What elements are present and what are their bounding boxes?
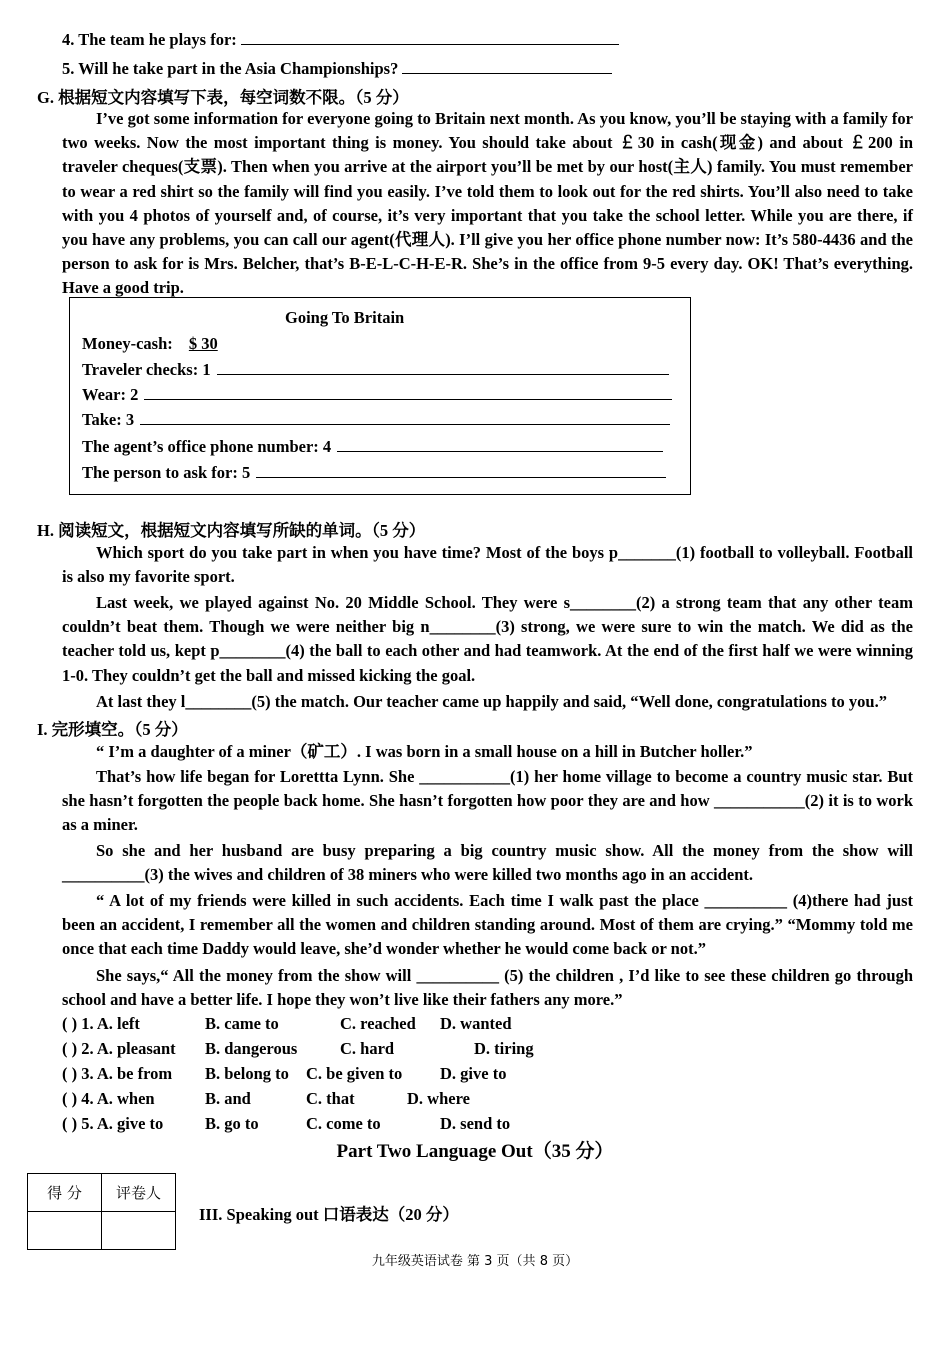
option-1-a: ( ) 1. A. left — [62, 1014, 140, 1033]
part-two-title: Part Two Language Out（35 分） — [336, 1141, 614, 1162]
section-h-p1: Which sport do you take part in when you have time? Most of the boys p_______(1) football to volleyball. Football is also my favorite sport. — [62, 543, 913, 587]
option-4-c: C. that — [306, 1089, 355, 1108]
option-5-d: D. send to — [440, 1114, 511, 1133]
question-4-text: 4. The team he plays for: — [62, 30, 237, 49]
money-value: $ 30 — [188, 334, 218, 353]
section-g-heading: G. 根据短文内容填写下表，每空词数不限。（5 分） — [37, 88, 409, 107]
option-1-c: C. reached — [340, 1014, 416, 1033]
section-i-p4: “ A lot of my friends were killed in such accidents. Each time I walk past the place __________ (4)there had just been an accident, I remember all the women and children standing around. Most of them are crying.” “Mommy told me once that each time Daddy would leave, she’d wonder whether he would come back or not.” — [62, 891, 913, 959]
option-5-b: B. go to — [205, 1114, 259, 1133]
option-5-c: C. come to — [306, 1114, 381, 1133]
option-4-b: B. and — [205, 1089, 251, 1108]
going-to-britain-table — [69, 297, 691, 495]
phone-row — [82, 437, 663, 457]
option-2-c: C. hard — [340, 1039, 395, 1058]
option-3-b: B. belong to — [205, 1064, 289, 1083]
traveler-blank[interactable] — [217, 360, 669, 375]
section-i-p5: She says,“ All the money from the show will __________ (5) the children , I’d like to see these children go through school and have a better life. I hope they won’t live like their fathers any more.” — [62, 966, 913, 1010]
take-blank[interactable] — [140, 410, 670, 425]
score-header: 得 分 — [28, 1174, 102, 1212]
option-1-b: B. came to — [205, 1014, 279, 1033]
person-blank[interactable] — [256, 463, 666, 478]
option-1-d: D. wanted — [440, 1014, 512, 1033]
section-i-p2: That’s how life began for Lorettta Lynn. She ___________(1) her home village to become a country music star. But she hasn’t forgotten the people back home. She hasn’t forgotten how poor they are and how ___________(2) it is to work as a miner. — [62, 767, 913, 835]
score-table — [27, 1173, 176, 1250]
question-4 — [62, 30, 619, 50]
phone-label: The agent’s office phone number: 4 — [82, 437, 332, 456]
section-i-heading: I. 完形填空。（5 分） — [37, 720, 188, 739]
table-title: Going To Britain — [285, 308, 405, 327]
option-3-a: ( ) 3. A. be from — [62, 1064, 173, 1083]
answer-blank-5[interactable] — [402, 59, 612, 74]
option-5-a: ( ) 5. A. give to — [62, 1114, 164, 1133]
person-label: The person to ask for: 5 — [82, 463, 251, 482]
option-2-b: B. dangerous — [205, 1039, 298, 1058]
grader-header: 评卷人 — [102, 1174, 176, 1212]
section-i-p1: “ I’m a daughter of a miner（矿工）. I was born in a small house on a hill in Butcher holler.” — [96, 742, 753, 761]
speaking-out-heading: III. Speaking out 口语表达（20 分） — [199, 1205, 459, 1224]
option-4-a: ( ) 4. A. when — [62, 1089, 155, 1108]
option-4-d: D. where — [407, 1089, 470, 1108]
money-label: Money-cash: — [82, 334, 173, 353]
take-label: Take: 3 — [82, 410, 135, 429]
wear-row — [82, 385, 672, 405]
traveler-label: Traveler checks: 1 — [82, 360, 211, 379]
page-footer: 九年级英语试卷 第 3 页（共 8 页） — [371, 1254, 579, 1269]
section-h-p2: Last week, we played against No. 20 Middle School. They were s________(2) a strong team that any other team couldn’t beat them. Though we were neither big n________(3) strong, we were sure to win the match. We did as the teacher told us, kept p________(4) the ball to each other and had teamwork. At the end of the first half we were winning 1-0. They couldn’t get the ball and missed kicking the goal. — [62, 593, 913, 685]
take-row — [82, 410, 670, 430]
traveler-row — [82, 360, 669, 380]
phone-blank[interactable] — [337, 437, 663, 452]
person-row — [82, 463, 666, 483]
grader-cell[interactable] — [102, 1212, 176, 1250]
option-3-d: D. give to — [440, 1064, 507, 1083]
option-2-a: ( ) 2. A. pleasant — [62, 1039, 176, 1058]
option-2-d: D. tiring — [474, 1039, 534, 1058]
section-h-p3: At last they l________(5) the match. Our teacher came up happily and said, “Well done, congratulations to you.” — [96, 692, 887, 711]
question-5-text: 5. Will he take part in the Asia Championships? — [62, 59, 399, 78]
section-h-heading: H. 阅读短文，根据短文内容填写所缺的单词。（5 分） — [37, 521, 426, 540]
wear-label: Wear: 2 — [82, 385, 139, 404]
wear-blank[interactable] — [144, 385, 672, 400]
money-row — [82, 334, 230, 354]
score-cell[interactable] — [28, 1212, 102, 1250]
section-g-passage: I’ve got some information for everyone going to Britain next month. As you know, you’ll be staying with a family for two weeks. Now the most important thing is money. You should take about ￡30 in cash(现金) and about ￡200 in traveler cheques(支票). Then when you arrive at the airport you’ll be met by our host(主人) family. You must remember to wear a red shirt so the family will find you easily. I’ve told them to look out for the red shirts. You’ll also need to take with you 4 photos of yourself and, of course, it’s very important that you take the school letter. While you are there, if you have any problems, you can call our agent(代理人). I’ll give you her office phone number now: It’s 580-4436 and the person to ask for is Mrs. Belcher, that’s B-E-L-C-H-E-R. She’s in the office from 9-5 every day. OK! That’s everything. Have a good trip. — [62, 109, 913, 298]
option-3-c: C. be given to — [306, 1064, 403, 1083]
section-i-p3: So she and her husband are busy preparing a big country music show. All the money from the show will __________(3) the wives and children of 38 miners who were killed two months ago in an accident. — [62, 841, 913, 885]
answer-blank-4[interactable] — [241, 30, 619, 45]
question-5 — [62, 59, 612, 79]
